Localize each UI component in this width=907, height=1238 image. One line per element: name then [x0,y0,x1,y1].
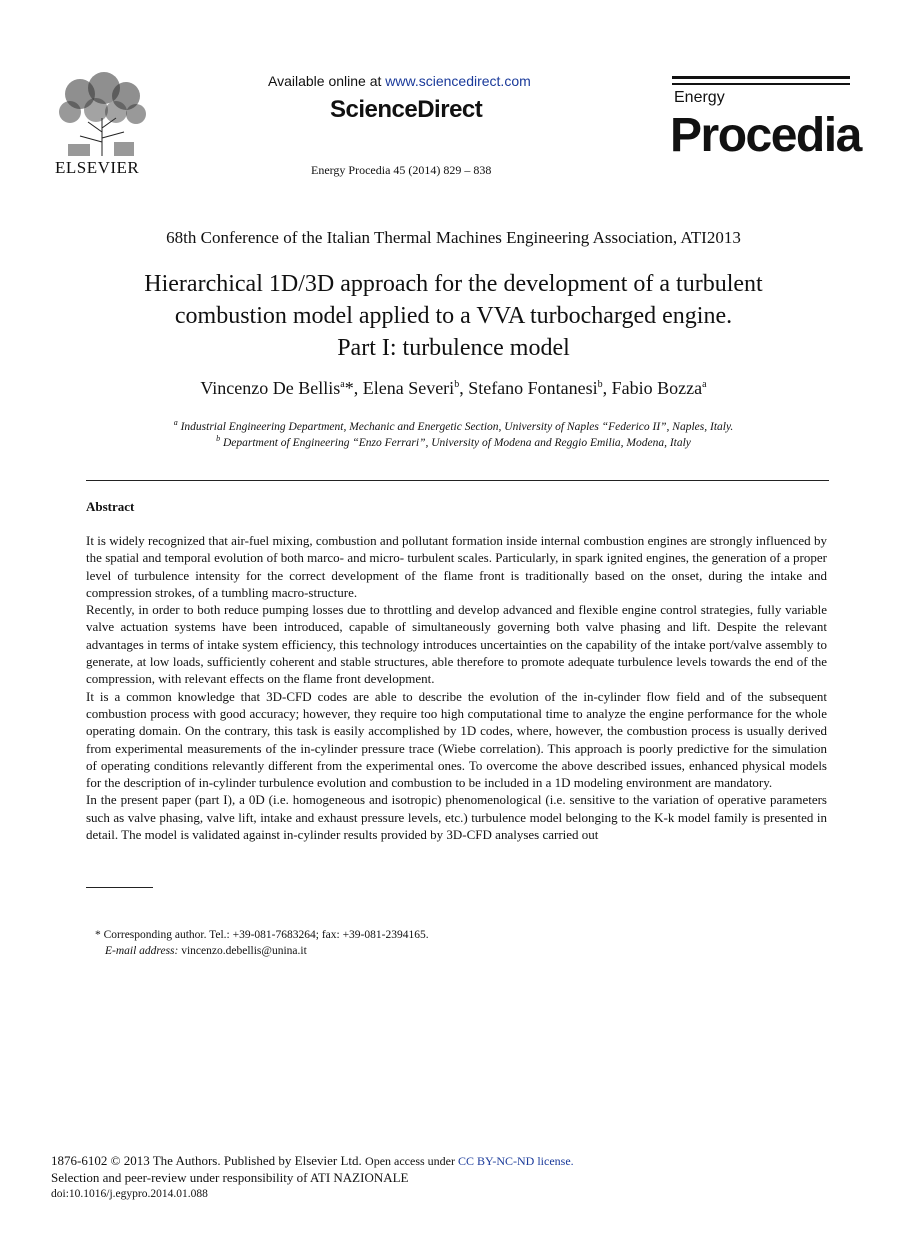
abstract-body [86,532,827,843]
doi[interactable]: doi:10.1016/j.egypro.2014.01.088 [51,1188,208,1200]
license-link[interactable]: CC BY-NC-ND license. [458,1154,574,1168]
sciencedirect-link[interactable]: www.sciencedirect.com [385,73,531,89]
author: Vincenzo De Bellis [200,378,341,398]
footnote-divider [86,887,153,888]
copyright-line: 1876-6102 © 2013 The Authors. Published by Elsevier Ltd. Open access under CC BY-NC-ND license. [51,1153,574,1168]
abstract-paragraph: It is a common knowledge that 3D-CFD codes are able to describe the evolution of the in-cylinder flow field and of the subsequent combustion process with good accuracy; however, they require too high computational time to analyze the engine performance for the whole operating domain. On the contrary, this task is easily accomplished by 1D codes, where, however, the combustion process is usually derived from experimental measurements of the in-cylinder pressure trace (Wiebe correlation). This approach is poorly predictive for the simulation of operating conditions relevantly different from the experimental ones. To overcome the above described issues, enhanced physical models for the description of in-cylinder turbulence evolution and combustion to be included in a 1D modeling environment are mandatory. [86,688,827,791]
paper-title: Hierarchical 1D/3D approach for the development of a turbulent combustion model applied to a VVA turbocharged engine. Part I: turbulence model [144,271,763,361]
abstract-paragraph: In the present paper (part I), a 0D (i.e. homogeneous and isotropic) phenomenological (i.e. sensitive to the variation of operative parameters such as valve phasing, valve lift, intake and exhaust pressure levels, etc.) turbulence model belonging to the K-k model family is presented in detail. The model is validated against in-cylinder results provided by 3D-CFD analyses carried out [86,792,827,843]
email-note: E-mail address: vincenzo.debellis@unina.it [105,945,307,957]
affiliation: $^a$ Industrial Engineering Department, Mechanic and Energetic Section, University of Naples “Federico II”, Naples, Italy. [173,418,734,433]
journal-logo-energy: Energy [674,89,725,106]
abstract-paragraph: It is widely recognized that air-fuel mixing, combustion and pollutant formation inside internal combustion engines are strongly influenced by the spatial and temporal evolution of both marco- and micro- turbulent scales. Particularly, in spark ignited engines, the generation of a proper level of turbulence intensity for the correct development of the flame front is traditionally based on the onset, during the intake and compression strokes, of a tumbling macro-structure. [86,533,827,600]
journal-logo-procedia: Procedia [670,109,861,162]
peer-review-line: Selection and peer-review under responsibility of ATI NAZIONALE [51,1170,409,1185]
abstract-heading: Abstract [86,499,135,514]
author: Fabio Bozza [611,378,703,398]
available-online: Available online at www.sciencedirect.com [268,73,531,89]
publisher-name: ELSEVIER [55,158,140,177]
sciencedirect-logo: ScienceDirect [330,96,483,123]
author: Stefano Fontanesi [468,378,598,398]
affiliation: $^b$ Department of Engineering “Enzo Ferrari”, University of Modena and Reggio Emilia, Modena, Italy [216,434,691,449]
abstract-paragraph: Recently, in order to both reduce pumping losses due to throttling and develop advanced and flexible engine control strategies, fully variable valve actuation systems have been introduced, capable of simultaneously governing both valve phasing and lift. Despite the relevant advantages in terms of intake system efficiency, this technology introduces uncertainties on the capability of the intake port/valve assembly to generate, at low loads, sufficiently coherent and stable structures, able therefore to promote adequate turbulence levels towards the end of the compression, with relevant effects on the flame front development. [86,602,827,687]
email-address[interactable]: vincenzo.debellis@unina.it [181,945,307,957]
conference-name: 68th Conference of the Italian Thermal Machines Engineering Association, ATI2013 [166,228,741,247]
journal-logo-rule [672,83,850,85]
journal-logo-rule [672,76,850,79]
divider [86,480,829,481]
journal-reference: Energy Procedia 45 (2014) 829 – 838 [311,163,492,177]
corresponding-author-note: * Corresponding author. Tel.: +39-081-7683264; fax: +39-081-2394165. [95,929,429,941]
author-list: Vincenzo De Bellis$^a$*, Elena Severi$^b$, Stefano Fontanesi$^b$, Fabio Bozza$^a$ [200,378,707,398]
author: Elena Severi [362,378,455,398]
